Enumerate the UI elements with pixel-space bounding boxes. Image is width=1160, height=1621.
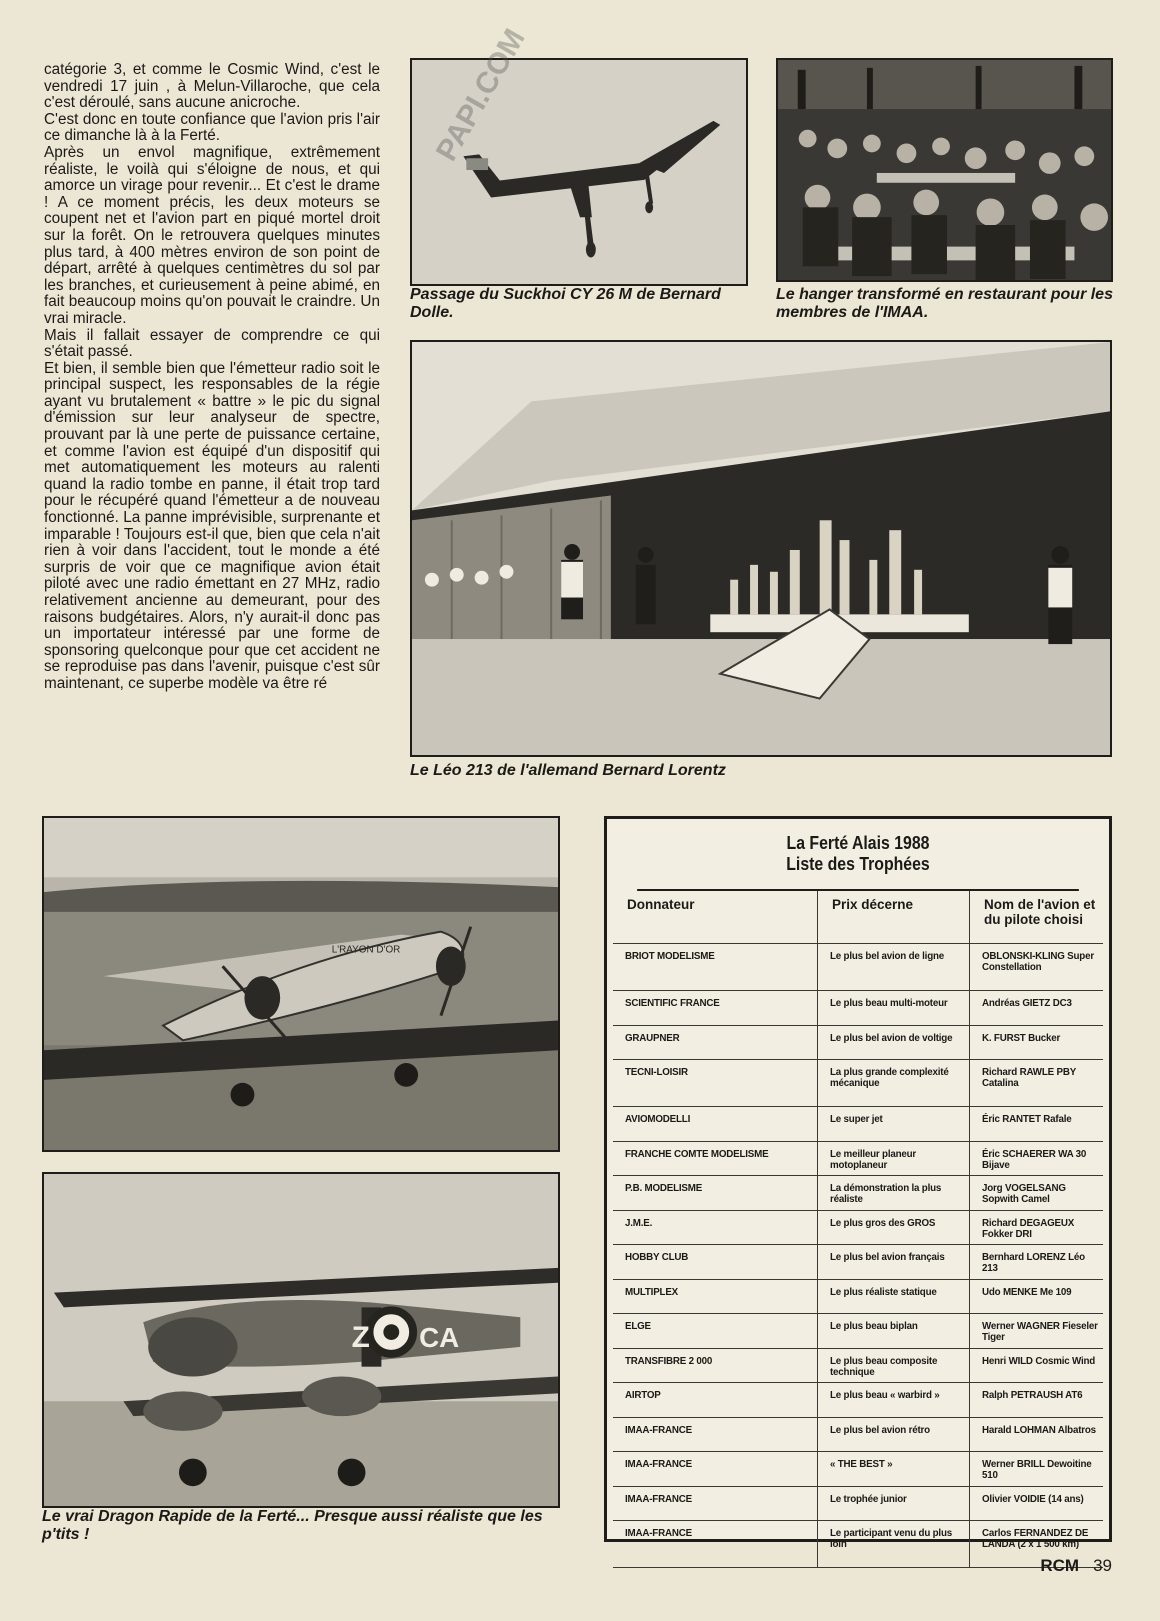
leo-aircraft-photo <box>42 816 560 1152</box>
cell-donor: IMAA-FRANCE <box>613 1418 818 1452</box>
cell-winner: Andréas GIETZ DC3 <box>982 998 1072 1009</box>
cell-prize: Le plus beau biplan <box>818 1314 970 1348</box>
cell-donor: AIRTOP <box>613 1383 818 1417</box>
cell-winner: Éric SCHAERER WA 30 Bijave <box>982 1148 1087 1171</box>
cell-prize: La démonstration la plus réaliste <box>818 1176 970 1210</box>
table-row <box>613 944 1103 991</box>
cell-winner: Ralph PETRAUSH AT6 <box>982 1390 1083 1401</box>
hangar-restaurant-photo <box>776 58 1113 282</box>
table-body <box>607 944 1109 1568</box>
cell-donor: FRANCHE COMTE MODELISME <box>613 1142 818 1176</box>
trophies-hangar-image <box>412 342 1110 755</box>
cell-winner: OBLONSKI-KLING Super Constellation <box>982 951 1094 973</box>
cell-prize: Le plus bel avion de voltige <box>818 1026 970 1060</box>
article-paragraph: Et bien, il semble bien que l'émetteur radio soit le principal suspect, les responsables de la régie ayant vu brutalement « battre » le pic du signal d'émission sur leur analyseur de spectre, prouvant par là une perte de puissance certaine, et comme l'avion est équipé d'un dispositif qui met automatiquement les moteurs au ralenti quand la radio tombe en panne, il était trop tard pour le récupéré quand l'émetteur a de nouveau fonctionné. La panne imprévisible, surprenante et imparable ! Toujours est-il que, bien que cela n'ait rien à voir dans l'accident, tout le monde a été surpris de voir que ce magnifique avion était piloté avec une radio émettant en 27 MHz, radio relativement ancienne au demeurant, pour des raisons budgétaires. Alors, n'y aurait-il donc pas un importateur intéressé par une forme de sponsoring quelconque pour que cet accident ne se reproduise pas dans l'avenir, puisque c'est sûr maintenant, ce superbe modèle va être ré <box>44 359 380 692</box>
cell-winner: Werner WAGNER Fieseler Tiger <box>982 1321 1098 1343</box>
cell-prize: Le meilleur planeur motoplaneur <box>818 1142 970 1176</box>
cell-prize: Le trophée junior <box>818 1487 970 1521</box>
dragon-caption: Le vrai Dragon Rapide de la Ferté... Presque aussi réaliste que les p'tits ! <box>42 1508 543 1543</box>
trophy-table <box>604 816 1112 1550</box>
table-row <box>613 1176 1103 1211</box>
table-row <box>613 1026 1103 1061</box>
leo-caption: Le Léo 213 de l'allemand Bernard Lorentz <box>410 762 726 779</box>
leo-213-image <box>44 818 558 1150</box>
table-title-line1: La Ferté Alais 1988 <box>786 833 930 853</box>
cell-donor: HOBBY CLUB <box>613 1245 818 1279</box>
dragon-rapide-photo <box>42 1172 560 1508</box>
table-title-line2: Liste des Trophées <box>786 854 930 874</box>
cell-donor: SCIENTIFIC FRANCE <box>613 991 818 1025</box>
table-row <box>613 991 1103 1026</box>
article-paragraph: Mais il fallait essayer de comprendre ce qui s'était passé. <box>44 326 380 361</box>
article-text <box>44 62 380 693</box>
hangar-restaurant-image <box>778 60 1111 280</box>
table-row <box>613 1314 1103 1349</box>
cell-prize: Le plus beau multi-moteur <box>818 991 970 1025</box>
suckhoi-photo <box>410 23 748 286</box>
cell-donor: IMAA-FRANCE <box>613 1521 818 1567</box>
cell-donor: MULTIPLEX <box>613 1280 818 1314</box>
cell-winner: Olivier VOIDIE (14 ans) <box>982 1493 1084 1505</box>
page-number: 39 <box>1093 1556 1112 1575</box>
cell-winner: Udo MENKE Me 109 <box>982 1286 1072 1298</box>
cell-donor: TECNI-LOISIR <box>613 1060 818 1106</box>
cell-prize: Le plus bel avion rétro <box>818 1418 970 1452</box>
header-donor: Donnateur <box>613 891 818 943</box>
cell-winner: Henri WILD Cosmic Wind <box>982 1355 1096 1367</box>
cell-winner: Richard DEGAGEUX Fokker DRI <box>982 1217 1075 1240</box>
table-row <box>613 1211 1103 1246</box>
cell-prize: La plus grande complexité mécanique <box>818 1060 970 1106</box>
magazine-name: RCM <box>1040 1556 1080 1575</box>
cell-winner: Harald LOHMAN Albatros <box>982 1424 1096 1436</box>
cell-prize: Le plus beau « warbird » <box>818 1383 970 1417</box>
cell-donor: ELGE <box>613 1314 818 1348</box>
cell-prize: Le participant venu du plus loin <box>818 1521 970 1567</box>
cell-donor: TRANSFIBRE 2 000 <box>613 1349 818 1383</box>
page-footer <box>1040 1556 1112 1576</box>
article-paragraph: Après un envol magnifique, extrêmement réaliste, le voilà qui s'éloigne de nous, et qui amorce un virage pour revenir... Et c'est le drame ! A ce moment précis, les deux moteurs se coupent net et l'avion part en piqué mortel droit sur la forêt. On le retrouvera quelques minutes plus tard, à 400 mètres environ de son point de départ, arrêté à quelques centimètres du sol par les branches, et curieusement à peine abimé, en fait beaucoup moins qu'on pouvait le craindre. Un vrai miracle. <box>44 143 380 327</box>
cell-winner: Carlos FERNANDEZ DE LANDA (2 x 1 500 km) <box>982 1528 1089 1550</box>
cell-winner: Richard RAWLE PBY Catalina <box>982 1067 1076 1089</box>
table-row <box>613 1452 1103 1487</box>
suckhoi-caption: Passage du Suckhoi CY 26 M de Bernard Dolle. <box>410 286 721 321</box>
table-row <box>613 1060 1103 1107</box>
table-row <box>613 1487 1103 1522</box>
cell-prize: Le plus bel avion français <box>818 1245 970 1279</box>
table-row <box>613 1142 1103 1177</box>
cell-prize: Le plus bel avion de ligne <box>818 944 970 990</box>
cell-donor: GRAUPNER <box>613 1026 818 1060</box>
table-row <box>613 1280 1103 1315</box>
cell-donor: AVIOMODELLI <box>613 1107 818 1141</box>
leo-livery-text: L'RAYON D'OR <box>331 944 401 956</box>
hangar-caption: Le hanger transformé en restaurant pour les membres de l'IMAA. <box>776 286 1113 321</box>
table-row <box>613 1349 1103 1384</box>
cell-donor: BRIOT MODELISME <box>613 944 818 990</box>
cell-winner: K. FURST Bucker <box>982 1032 1061 1044</box>
table-row <box>613 1418 1103 1453</box>
cell-winner: Werner BRILL Dewoitine 510 <box>982 1459 1092 1481</box>
trophy-table-title <box>637 819 1079 891</box>
table-row <box>613 1383 1103 1418</box>
cell-donor: IMAA-FRANCE <box>613 1487 818 1521</box>
table-row <box>613 1521 1103 1568</box>
dragon-rapide-image <box>44 1174 558 1506</box>
roundel-letters-right: CA <box>419 1321 460 1353</box>
cell-prize: Le super jet <box>818 1107 970 1141</box>
cell-prize: Le plus beau composite technique <box>818 1349 970 1383</box>
table-header-row <box>613 891 1103 944</box>
table-row <box>613 1245 1103 1280</box>
cell-donor: J.M.E. <box>613 1211 818 1245</box>
cell-winner: Bernhard LORENZ Léo 213 <box>982 1252 1085 1274</box>
header-winner: Nom de l'avion et du pilote choisi <box>984 897 1096 927</box>
cell-prize: Le plus gros des GROS <box>818 1211 970 1245</box>
leo-trophies-photo <box>410 340 1112 757</box>
cell-prize: « THE BEST » <box>818 1452 970 1486</box>
watermark-stamp: PAPI.COM <box>430 23 532 167</box>
cell-donor: P.B. MODELISME <box>613 1176 818 1210</box>
cell-winner: Jorg VOGELSANG Sopwith Camel <box>982 1183 1066 1205</box>
table-row <box>613 1107 1103 1142</box>
cell-prize: Le plus réaliste statique <box>818 1280 970 1314</box>
cell-winner: Éric RANTET Rafale <box>982 1114 1072 1125</box>
article-paragraph: catégorie 3, et comme le Cosmic Wind, c'est le vendredi 17 juin , à Melun-Villaroche, que cela c'est déroulé, sans aucune anicroche. <box>44 61 380 112</box>
cell-donor: IMAA-FRANCE <box>613 1452 818 1486</box>
header-prize: Prix décerne <box>818 891 970 943</box>
article-paragraph: C'est donc en toute confiance que l'avion pris l'air ce dimanche là à la Ferté. <box>44 110 380 145</box>
roundel-letter-left: Z <box>351 1320 370 1354</box>
